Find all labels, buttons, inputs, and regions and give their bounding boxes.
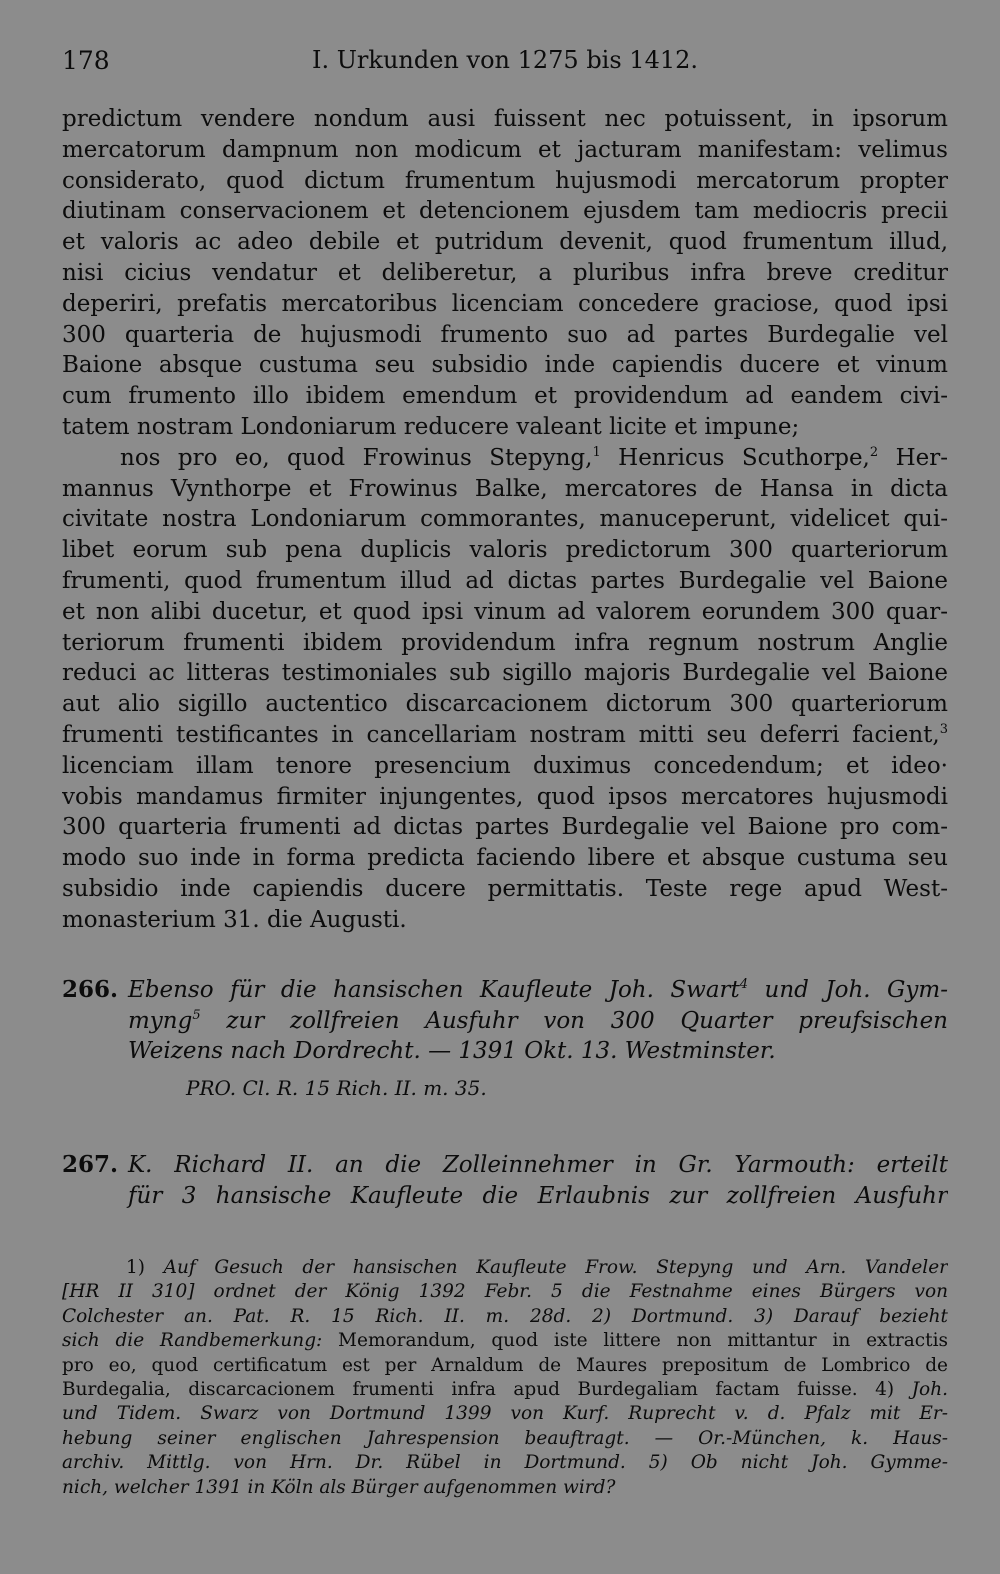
text-line: deperiri, prefatis mercatoribus licenciam concedere graciose, quod ipsi bbox=[62, 290, 948, 317]
footnote-ref: 4 bbox=[739, 977, 749, 992]
entry-number: 266. bbox=[62, 976, 119, 1003]
text-line: considerato, quod dictum frumentum hujusmodi mercatorum propter bbox=[62, 167, 948, 194]
entry-266-line-1: 266. Ebenso für die hansischen Kaufleute Joh. Swart$^4$ und Joh. Gym- bbox=[62, 975, 948, 1006]
text-line bbox=[62, 720, 948, 751]
entry-266-line-2: myng$^5$ zur zollfreien Ausfuhr von 300 Quarter preufsischen bbox=[128, 1007, 948, 1034]
footnote-ref: 5 bbox=[192, 1007, 201, 1023]
text-line: et non alibi ducetur, et quod ipsi vinum ad valorem eorundem 300 quar- bbox=[62, 598, 948, 625]
footnote-line: [HR II 310] ordnet der König 1392 Febr. 5 die Festnahme eines Bürgers von bbox=[62, 1281, 948, 1303]
text-line: et valoris ac adeo debile et putridum devenit, quod frumentum illud, bbox=[62, 229, 948, 256]
footnote-line: Burdegalia, discarcacionem frumenti infra apud Burdegaliam factam fuisse. 4) Joh. bbox=[62, 1378, 948, 1400]
footnote-ref: 2 bbox=[869, 444, 879, 460]
text-line: frumenti, quod frumentum illud ad dictas partes Burdegalie vel Baione bbox=[62, 567, 948, 594]
text-line: cum frumento illo ibidem emendum et providendum ad eandem civi- bbox=[62, 383, 948, 410]
footnote-line: hebung seiner englischen Jahrespension beauftragt. — Or.-München, k. Haus- bbox=[62, 1427, 948, 1449]
entry-267-line-1: 267. K. Richard II. an die Zolleinnehmer in Gr. Yarmouth: erteilt bbox=[62, 1150, 948, 1181]
text-line: predictum vendere nondum ausi fuissent nec potuissent, in ipsorum bbox=[62, 106, 948, 132]
text-line: 300 quarteria frumenti ad dictas partes Burdegalie vel Baione pro com- bbox=[62, 814, 948, 841]
entry-267-line-2: für 3 hansische Kaufleute die Erlaubnis zur zollfreien Ausfuhr bbox=[128, 1182, 948, 1209]
text-segment: nos pro eo, quod Frowinus Stepyng, bbox=[120, 444, 593, 471]
footnote-line: und Tidem. Swarz von Dortmund 1399 von Kurf. Ruprecht v. d. Pfalz mit Er- bbox=[62, 1403, 948, 1425]
footnote-line: Colchester an. Pat. R. 15 Rich. II. m. 28d. 2) Dortmund. 3) Darauf bezieht bbox=[62, 1305, 948, 1327]
document-body bbox=[62, 104, 948, 936]
text-line: vobis mandamus firmiter injungentes, quod ipsos mercatores hujusmodi bbox=[62, 783, 948, 810]
text-line: 300 quarteria de hujusmodi frumento suo ad partes Burdegalie vel bbox=[62, 321, 948, 348]
footnote-line: 1) Auf Gesuch der hansischen Kaufleute Frow. Stepyng und Arn. Vandeler bbox=[126, 1257, 948, 1278]
text-line: teriorum frumenti ibidem providendum infra regnum nostrum Anglie bbox=[62, 629, 948, 656]
text-line: subsidio inde capiendis ducere permittatis. Teste rege apud West- bbox=[62, 875, 948, 902]
entry-266-source: PRO. Cl. R. 15 Rich. II. m. 35. bbox=[186, 1075, 487, 1100]
text-line bbox=[62, 443, 948, 474]
text-line: Baione absque custuma seu subsidio inde capiendis ducere et vinum bbox=[62, 352, 948, 379]
text-segment: frumenti testificantes in cancellariam nostram mitti seu deferri facient, bbox=[62, 721, 940, 748]
text-line: diutinam conservacionem et detencionem ejusdem tam mediocris precii bbox=[62, 198, 948, 225]
text-line: reduci ac litteras testimoniales sub sigillo majoris Burdegalie vel Baione bbox=[62, 660, 948, 687]
text-segment: Her- bbox=[878, 444, 948, 471]
footnote-ref: 1 bbox=[592, 444, 601, 460]
footnote-line: sich die Randbemerkung: Memorandum, quod iste littere non mittantur in extractis bbox=[62, 1330, 948, 1352]
text-line: mercatorum dampnum non modicum et jacturam manifestam: velimus bbox=[62, 136, 948, 163]
text-line: licenciam illam tenore presencium duximus concedendum; et ideo· bbox=[62, 752, 948, 779]
text-line: mannus Vynthorpe et Frowinus Balke, mercatores de Hansa in dicta bbox=[62, 475, 948, 502]
text-segment: Henricus Scuthorpe, bbox=[600, 444, 870, 471]
text-line: civitate nostra Londoniarum commorantes, manuceperunt, videlicet qui- bbox=[62, 506, 948, 533]
footnote-line: pro eo, quod certificatum est per Arnaldum de Maures prepositum de Lombrico de bbox=[62, 1354, 948, 1376]
text-line: tatem nostram Londoniarum reducere valeant licite et impune; bbox=[62, 413, 800, 440]
footnote-line: archiv. Mittlg. von Hrn. Dr. Rübel in Dortmund. 5) Ob nicht Joh. Gymme- bbox=[62, 1452, 948, 1474]
page-header bbox=[62, 46, 948, 82]
entry-267 bbox=[62, 1150, 948, 1211]
footnote-line: nich, welcher 1391 in Köln als Bürger aufgenommen wird? bbox=[62, 1476, 616, 1498]
text-line: modo suo inde in forma predicta faciendo libere et absque custuma seu bbox=[62, 845, 948, 872]
entry-266-line-3: Weizens nach Dordrecht. — 1391 Okt. 13. Westminster. bbox=[128, 1038, 776, 1064]
entry-number: 267. bbox=[62, 1151, 119, 1178]
entry-266 bbox=[62, 975, 948, 1103]
text-line: nisi cicius vendatur et deliberetur, a pluribus infra breve creditur bbox=[62, 259, 948, 286]
text-line: aut alio sigillo auctentico discarcacionem dictorum 300 quarteriorum bbox=[62, 691, 948, 718]
running-title: I. Urkunden von 1275 bis 1412. bbox=[311, 46, 699, 74]
text-line: monasterium 31. die Augusti. bbox=[62, 906, 407, 933]
footnotes bbox=[62, 1256, 948, 1500]
text-line: libet eorum sub pena duplicis valoris predictorum 300 quarteriorum bbox=[62, 537, 948, 564]
footnote-ref: 3 bbox=[939, 721, 948, 737]
page-number: 178 bbox=[62, 46, 110, 75]
